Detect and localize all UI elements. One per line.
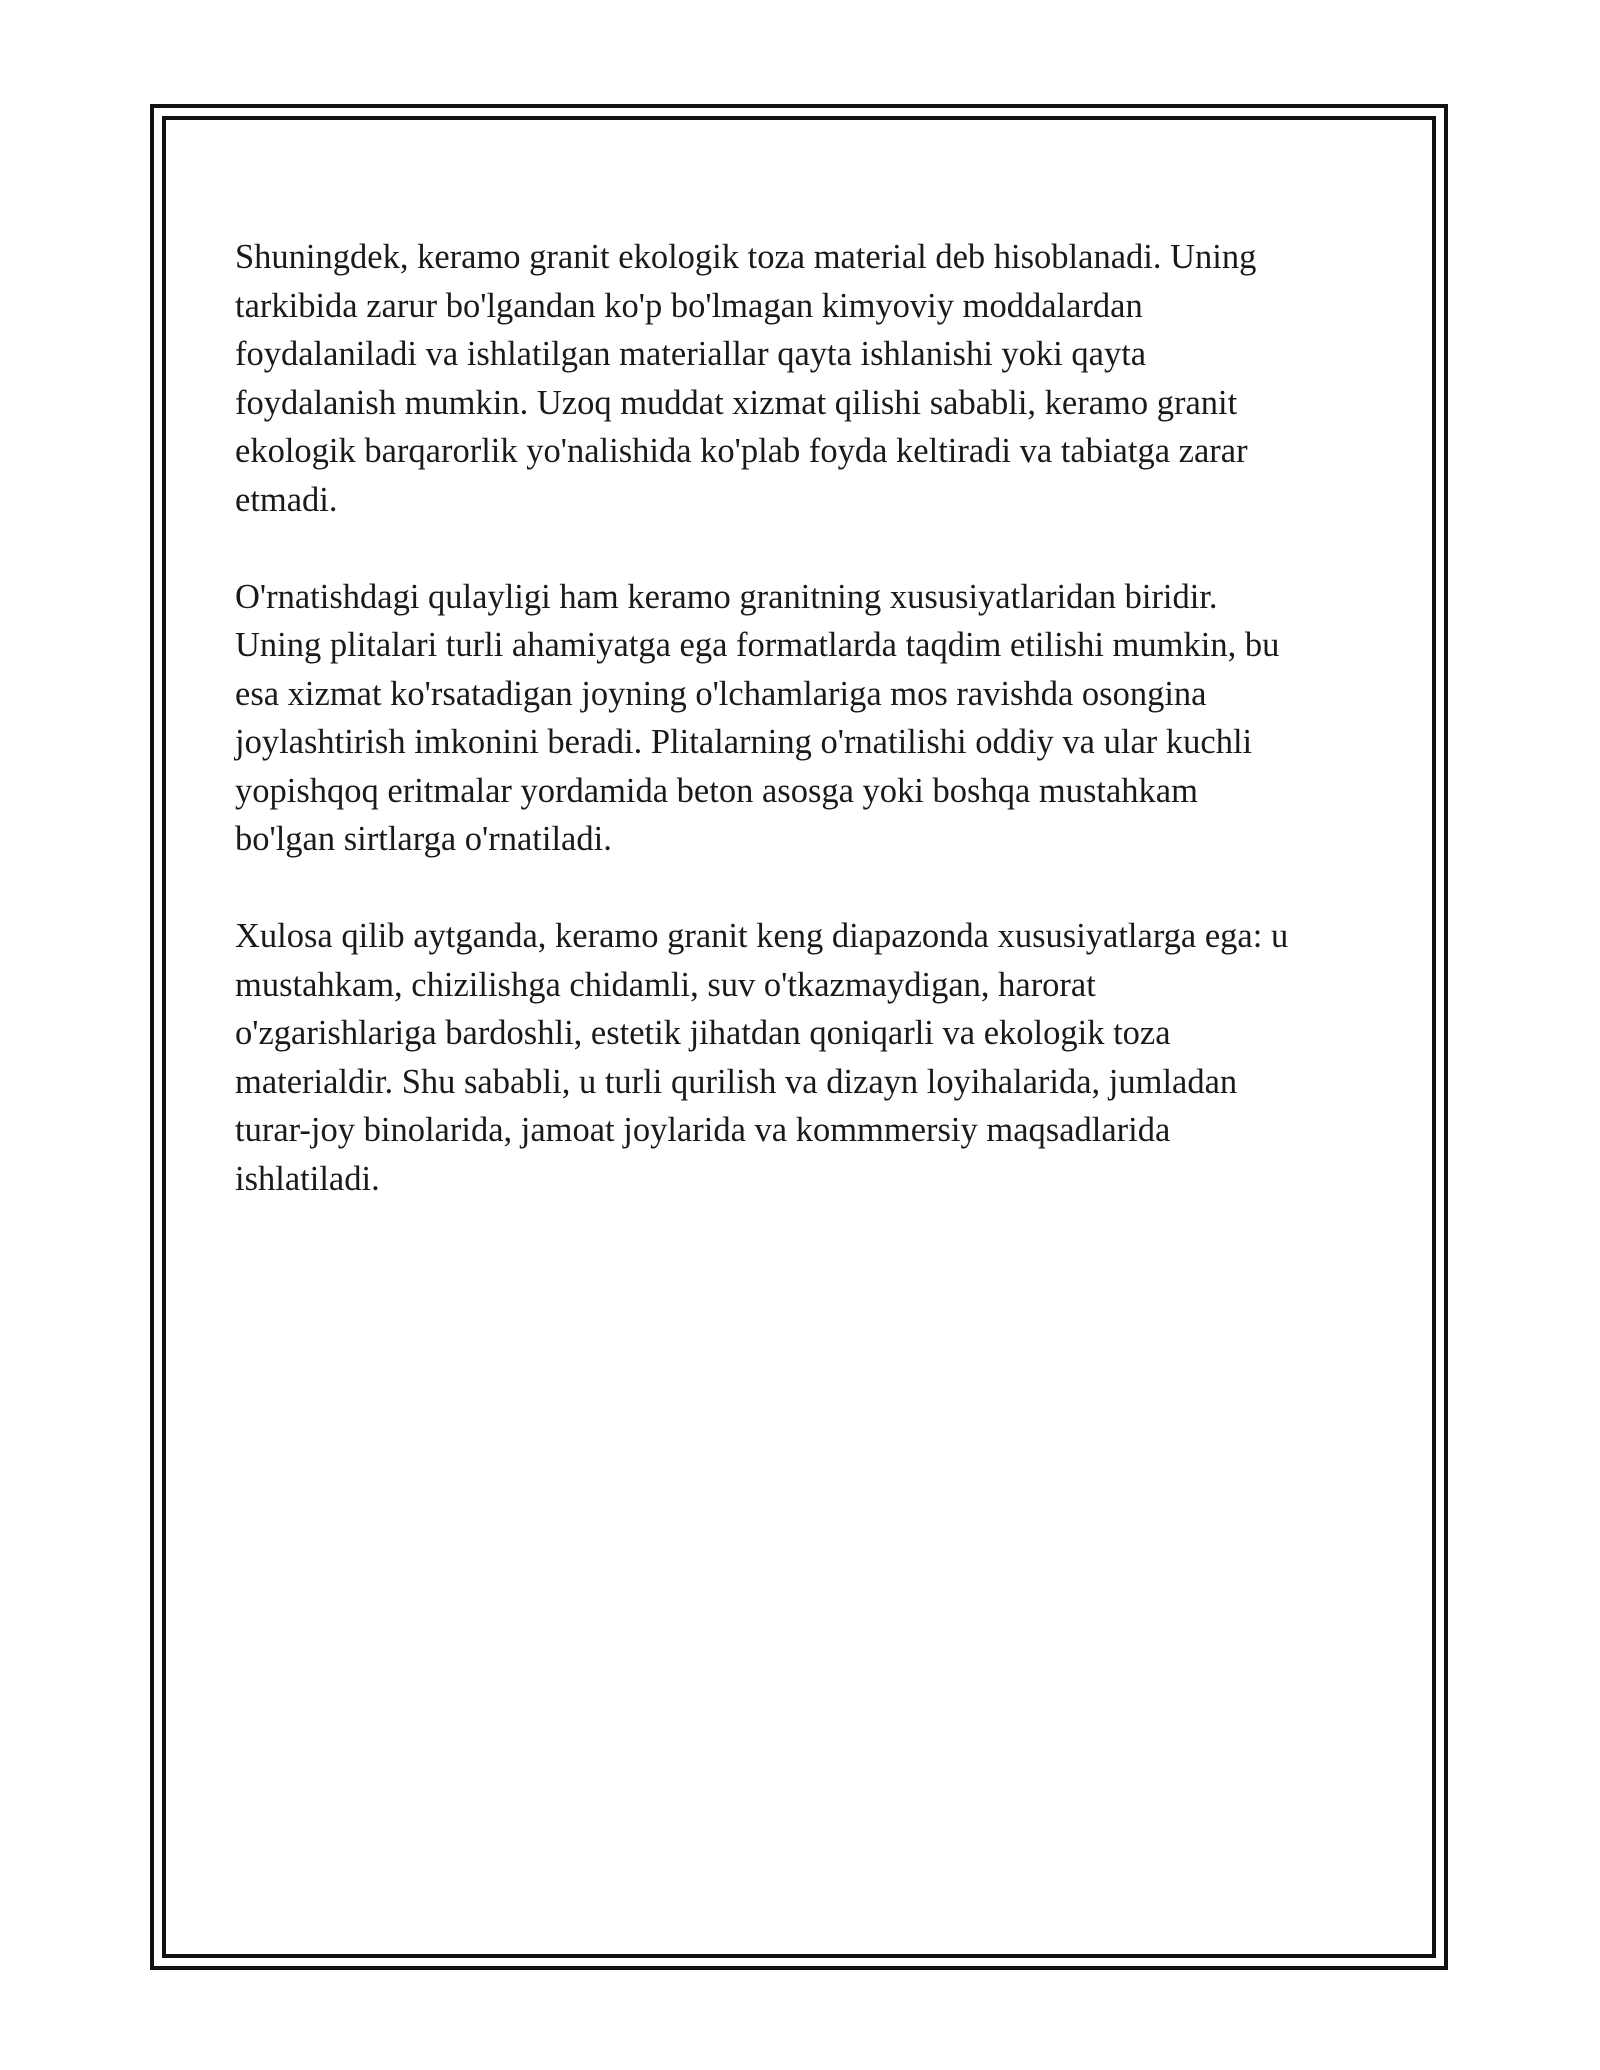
paragraph-1: Shuningdek, keramo granit ekologik toza material deb hisoblanadi. Uning tarkibida zarur bo'lgandan ko'p bo'lmagan kimyoviy moddalardan foydalaniladi va ishlatilgan materiallar qayta ishlanishi yoki qayta foydalanish mumkin. Uzoq muddat xizmat qilishi sababli, keramo granit ekologik barqarorlik yo'nalishida ko'plab foyda keltiradi va tabiatga zarar etmadi. [235,238,1257,519]
document-body [235,233,1375,1252]
paragraph-2: O'rnatishdagi qulayligi ham keramo granitning xususiyatlaridan biridir. Uning plitalari turli ahamiyatga ega formatlarda taqdim etilishi mumkin, bu esa xizmat ko'rsatadigan joyning o'lchamlariga mos ravishda osongina joylashtirish imkonini beradi. Plitalarning o'rnatilishi oddiy va ular kuchli yopishqoq eritmalar yordamida beton asosga yoki boshqa mustahkam bo'lgan sirtlarga o'rnatiladi. [235,577,1280,858]
paragraph-3: Xulosa qilib aytganda, keramo granit keng diapazonda xususiyatlarga ega: u mustahkam, chizilishga chidamli, suv o'tkazmaydigan, harorat o'zgarishlariga bardoshli, estetik jihatdan qoniqarli va ekologik toza materialdir. Shu sababli, u turli qurilish va dizayn loyihalarida, jumladan turar-joy binolarida, jamoat joylarida va kommmersiy maqsadlarida ishlatiladi. [235,917,1289,1198]
